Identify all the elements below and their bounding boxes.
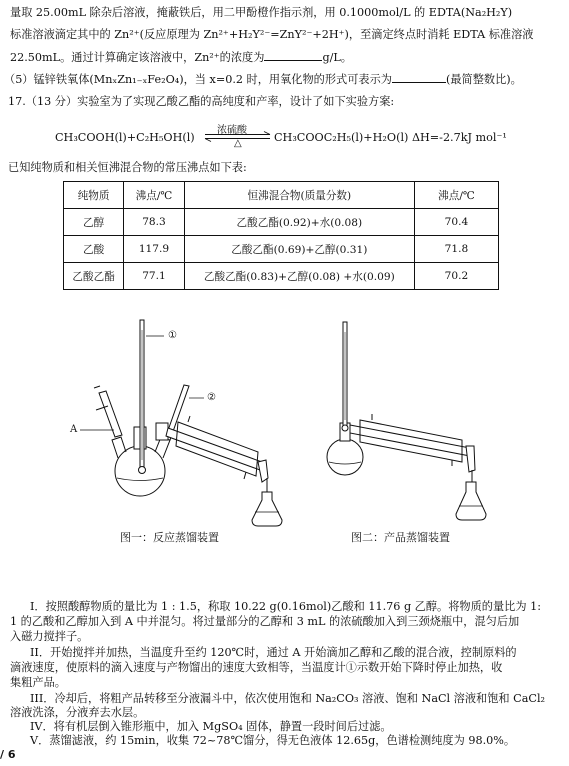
table-cell: 乙酸乙酯 (64, 263, 124, 290)
table-cell: 117.9 (124, 236, 185, 263)
text-line: 量取 25.00mL 除杂后溶液，掩蔽铁后，用二甲酚橙作指示剂，用 0.1000mol/L 的 EDTA(Na₂H₂Y) (10, 6, 513, 19)
table-cell: 乙酸乙酯(0.83)+乙醇(0.08) +水(0.09) (184, 263, 414, 290)
text-fragment: g/L。 (322, 51, 352, 64)
step-line: 入磁力搅拌子。 (10, 630, 89, 643)
equation-left: CH₃COOH(l)+C₂H₅OH(l) (55, 131, 195, 144)
table-cell: 78.3 (124, 209, 185, 236)
figure-caption-2: 图二：产品蒸馏装置 (351, 531, 450, 544)
text-line: 标准溶液滴定其中的 Zn²⁺(反应原理为 Zn²⁺+H₂Y²⁻=ZnY²⁻+2H⁺)，至滴定终点时消耗 EDTA 标准溶液 (10, 28, 534, 41)
text-line: 已知纯物质和相关恒沸混合物的常压沸点如下表: (8, 161, 247, 174)
text-fragment: (最简整数比)。 (446, 73, 522, 86)
table-header: 恒沸混合物(质量分数) (184, 182, 414, 209)
table-cell: 乙酸乙酯(0.92)+水(0.08) (184, 209, 414, 236)
equation-right: CH₃COOC₂H₅(l)+H₂O(l) ΔH=-2.7kJ mol⁻¹ (274, 131, 507, 144)
table-cell: 77.1 (124, 263, 185, 290)
question-heading: 17.（13 分）实验室为了实现乙酸乙酯的高纯度和产率，设计了如下实验方案: (8, 95, 395, 108)
table-cell: 70.4 (414, 209, 498, 236)
table-cell: 70.2 (414, 263, 498, 290)
condenser-1 (166, 428, 262, 470)
step-line: I．按照酸醇物质的量比为 1 : 1.5，称取 10.22 g(0.16mol)乙酸和 11.76 g 乙醇。将物质的量比为 1: (30, 600, 541, 613)
equation-condition: △ (234, 138, 242, 149)
step-line: II．开始搅拌并加热，当温度升至约 120℃时，通过 A 开始滴加乙醇和乙酸的混合液，控制原料的 (30, 646, 517, 659)
table-header: 沸点/℃ (414, 182, 498, 209)
table-header: 沸点/℃ (124, 182, 185, 209)
label-a: A (70, 424, 78, 435)
step-line: 滴液速度，使原料的滴入速度与产物馏出的速度大致相等，当温度计①示数开始下降时停止加热，收 (10, 661, 503, 674)
step-line: 集粗产品。 (10, 676, 66, 689)
round-bottom-flask (327, 439, 363, 475)
step-line: 1 的乙酸和乙醇加入到 A 中并混匀。将过量部分的乙醇和 3 mL 的浓硫酸加入到三颈烧瓶中，混匀后加 (10, 615, 520, 628)
product-distillation-apparatus (327, 322, 486, 520)
step-line: III．冷却后，将粗产品转移至分液漏斗中，依次使用饱和 Na₂CO₃ 溶液、饱和 NaCl 溶液和饱和 CaCl₂ (30, 692, 546, 705)
table-cell: 乙酸 (64, 236, 124, 263)
reaction-distillation-apparatus (80, 320, 282, 526)
marker-2: ② (207, 392, 216, 403)
step-line: V．蒸馏滤液，约 15min，收集 72~78℃馏分，得无色液体 12.65g，色谱检测纯度为 98.0%。 (30, 734, 516, 747)
text-fragment: 22.50mL。通过计算确定该溶液中，Zn²⁺的浓度为 (10, 51, 265, 64)
table-cell: 乙醇 (64, 209, 124, 236)
receiving-flask-2 (456, 482, 486, 520)
step-line: IV．将有机层倒入锥形瓶中，加入 MgSO₄ 固体，静置一段时间后过滤。 (30, 720, 392, 733)
equation-catalyst: 浓硫酸 (217, 125, 247, 136)
table-header: 纯物质 (64, 182, 124, 209)
marker-1: ① (168, 330, 177, 341)
table-cell: 71.8 (414, 236, 498, 263)
figure-caption-1: 图一：反应蒸馏装置 (120, 531, 219, 544)
page-number: / 6 (0, 748, 16, 761)
receiving-flask-1 (252, 492, 282, 526)
table-cell: 乙酸乙酯(0.69)+乙醇(0.31) (184, 236, 414, 263)
step-line: 溶液洗涤，分液弃去水层。 (10, 706, 145, 719)
text-fragment: （5）锰锌铁氧体(MnₓZn₁₋ₓFe₂O₄)，当 x=0.2 时，用氧化物的形式可表示为 (4, 73, 392, 86)
